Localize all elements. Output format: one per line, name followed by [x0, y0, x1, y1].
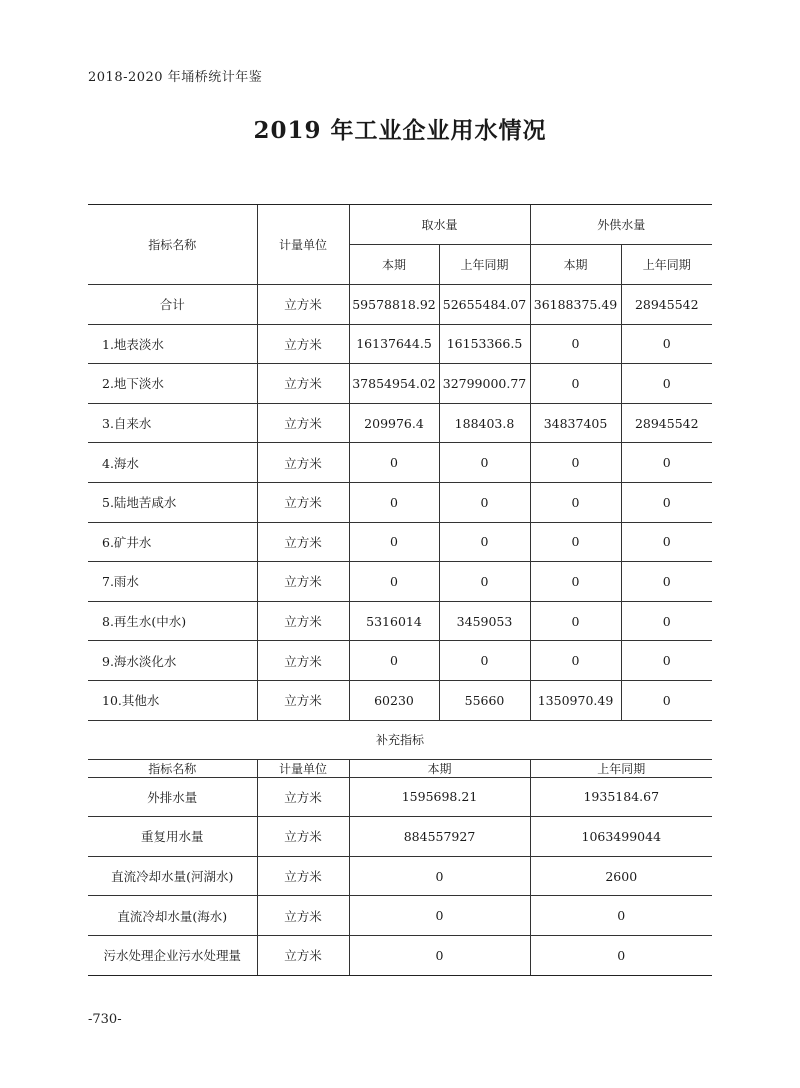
intake-current-cell: 0: [349, 443, 439, 483]
supplement-row-unit: 立方米: [257, 856, 349, 896]
supplement-row-name: 直流冷却水量(河湖水): [88, 856, 257, 896]
intake-current-cell: 37854954.02: [349, 364, 439, 404]
supplement-header-name: 指标名称: [88, 759, 257, 777]
intake-prior-cell: 55660: [439, 680, 530, 720]
supplement-row-name: 外排水量: [88, 777, 257, 817]
row-name: 7.雨水: [88, 562, 257, 602]
table-row: [88, 641, 712, 681]
header-supply-current: 本期: [530, 245, 621, 285]
row-name: 4.海水: [88, 443, 257, 483]
intake-prior-cell: 52655484.07: [439, 285, 530, 325]
supplement-row-name: 直流冷却水量(海水): [88, 896, 257, 936]
intake-prior-cell: 32799000.77: [439, 364, 530, 404]
supplement-row-unit: 立方米: [257, 896, 349, 936]
row-unit: 立方米: [257, 680, 349, 720]
row-unit: 立方米: [257, 522, 349, 562]
intake-prior-cell: 0: [439, 522, 530, 562]
table-row: [88, 777, 712, 817]
supply-prior-cell: 0: [621, 324, 712, 364]
supply-current-cell: 0: [530, 482, 621, 522]
supplement-row-unit: 立方米: [257, 777, 349, 817]
table-row: [88, 324, 712, 364]
table-row: [88, 680, 712, 720]
row-unit: 立方米: [257, 641, 349, 681]
intake-prior-cell: 0: [439, 443, 530, 483]
row-name: 2.地下淡水: [88, 364, 257, 404]
supply-current-cell: 34837405: [530, 403, 621, 443]
table-row: [88, 562, 712, 602]
table-row: [88, 896, 712, 936]
row-name: 8.再生水(中水): [88, 601, 257, 641]
row-name: 9.海水淡化水: [88, 641, 257, 681]
intake-prior-cell: 188403.8: [439, 403, 530, 443]
supply-prior-cell: 28945542: [621, 403, 712, 443]
supplement-current-cell: 0: [349, 896, 530, 936]
row-unit: 立方米: [257, 324, 349, 364]
supply-current-cell: 36188375.49: [530, 285, 621, 325]
intake-prior-cell: 16153366.5: [439, 324, 530, 364]
supply-current-cell: 0: [530, 522, 621, 562]
supplement-header-unit: 计量单位: [257, 759, 349, 777]
table-row: [88, 856, 712, 896]
supply-prior-cell: 0: [621, 641, 712, 681]
table-row: [88, 935, 712, 975]
intake-current-cell: 209976.4: [349, 403, 439, 443]
row-name: 6.矿井水: [88, 522, 257, 562]
row-unit: 立方米: [257, 285, 349, 325]
header-supply-prior: 上年同期: [621, 245, 712, 285]
intake-prior-cell: 0: [439, 562, 530, 602]
supply-prior-cell: 0: [621, 522, 712, 562]
intake-current-cell: 5316014: [349, 601, 439, 641]
supply-prior-cell: 0: [621, 601, 712, 641]
row-unit: 立方米: [257, 364, 349, 404]
supplement-header-current: 本期: [349, 759, 530, 777]
header-unit: 计量单位: [257, 205, 349, 285]
supply-prior-cell: 0: [621, 482, 712, 522]
table-row: [88, 817, 712, 857]
supplement-current-cell: 0: [349, 856, 530, 896]
supply-prior-cell: 28945542: [621, 285, 712, 325]
supply-prior-cell: 0: [621, 364, 712, 404]
row-name: 合计: [88, 285, 257, 325]
header-name: 指标名称: [88, 205, 257, 285]
table-row: [88, 522, 712, 562]
supplement-row-name: 重复用水量: [88, 817, 257, 857]
supplement-current-cell: 0: [349, 935, 530, 975]
supplement-prior-cell: 0: [530, 935, 712, 975]
supply-current-cell: 0: [530, 562, 621, 602]
intake-current-cell: 16137644.5: [349, 324, 439, 364]
intake-prior-cell: 0: [439, 641, 530, 681]
page-number: -730-: [88, 1012, 122, 1027]
table-row: [88, 403, 712, 443]
supplement-prior-cell: 0: [530, 896, 712, 936]
supplement-row-name: 污水处理企业污水处理量: [88, 935, 257, 975]
supplement-prior-cell: 2600: [530, 856, 712, 896]
intake-current-cell: 0: [349, 562, 439, 602]
supplement-header-prior: 上年同期: [530, 759, 712, 777]
water-usage-table: [88, 204, 712, 976]
supplement-row-unit: 立方米: [257, 817, 349, 857]
table-row: [88, 285, 712, 325]
supplement-title: 补充指标: [88, 720, 712, 759]
supply-current-cell: 0: [530, 601, 621, 641]
supply-prior-cell: 0: [621, 443, 712, 483]
supply-prior-cell: 0: [621, 680, 712, 720]
row-name: 10.其他水: [88, 680, 257, 720]
supplement-row-unit: 立方米: [257, 935, 349, 975]
supply-current-cell: 0: [530, 443, 621, 483]
header-supply: 外供水量: [530, 205, 712, 245]
row-unit: 立方米: [257, 562, 349, 602]
supplement-current-cell: 1595698.21: [349, 777, 530, 817]
supply-current-cell: 1350970.49: [530, 680, 621, 720]
row-name: 1.地表淡水: [88, 324, 257, 364]
supply-prior-cell: 0: [621, 562, 712, 602]
row-unit: 立方米: [257, 443, 349, 483]
table-row: [88, 364, 712, 404]
supplement-prior-cell: 1063499044: [530, 817, 712, 857]
row-unit: 立方米: [257, 403, 349, 443]
supplement-prior-cell: 1935184.67: [530, 777, 712, 817]
row-unit: 立方米: [257, 482, 349, 522]
intake-current-cell: 0: [349, 522, 439, 562]
supply-current-cell: 0: [530, 324, 621, 364]
header-intake-prior: 上年同期: [439, 245, 530, 285]
row-name: 3.自来水: [88, 403, 257, 443]
intake-prior-cell: 0: [439, 482, 530, 522]
page-title: 2019 年工业企业用水情况: [253, 117, 547, 144]
intake-current-cell: 0: [349, 641, 439, 681]
table-row: [88, 601, 712, 641]
table-row: [88, 482, 712, 522]
header-intake-current: 本期: [349, 245, 439, 285]
intake-current-cell: 60230: [349, 680, 439, 720]
table-row: [88, 443, 712, 483]
running-head: 2018-2020 年埇桥统计年鉴: [88, 70, 263, 85]
intake-prior-cell: 3459053: [439, 601, 530, 641]
row-unit: 立方米: [257, 601, 349, 641]
intake-current-cell: 0: [349, 482, 439, 522]
supply-current-cell: 0: [530, 641, 621, 681]
row-name: 5.陆地苦咸水: [88, 482, 257, 522]
intake-current-cell: 59578818.92: [349, 285, 439, 325]
supplement-current-cell: 884557927: [349, 817, 530, 857]
header-intake: 取水量: [349, 205, 530, 245]
supply-current-cell: 0: [530, 364, 621, 404]
